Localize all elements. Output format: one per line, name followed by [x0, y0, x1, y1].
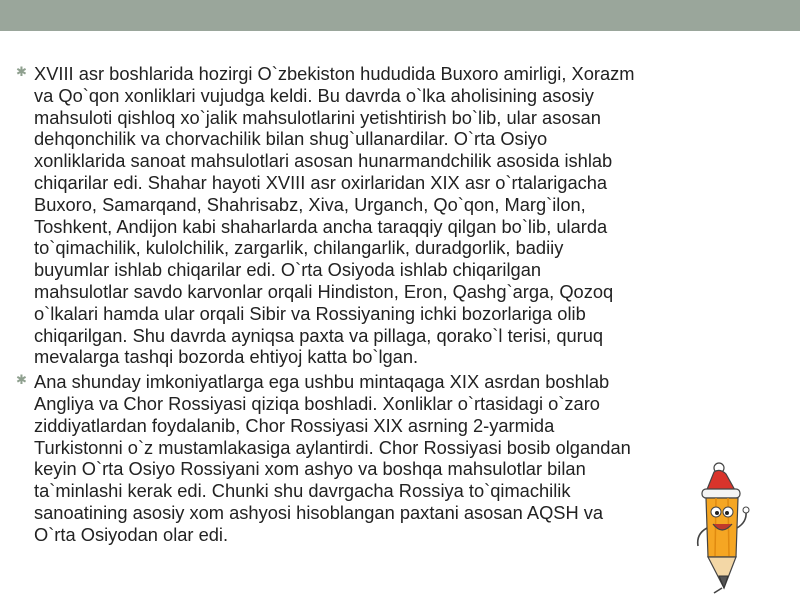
slide-header-band	[0, 0, 800, 31]
cartoon-pencil-icon	[692, 462, 752, 597]
bullet-item	[16, 63, 706, 368]
bullet-text: XVIII asr boshlarida hozirgi O`zbekiston hududida Buxoro amirligi, Xorazm va Qo`qon xonliklari vujudga keldi. Bu davrda o`lka aholisining asosiy mahsuloti qishloq xo`jalik mahsulotlarini yetishtirish bo`lib, ular asosan dehqonchilik va chorvachilik bilan shug`ullanardilar. O`rta Osiyo xonliklarida sanoat mahsulotlari asosan hunarmandchilik asosida ishlab chiqarilar edi. Shahar hayoti XVIII asr oxirlaridan XIX asr o`rtalarigacha Buxoro, Samarqand, Shahrisabz, Xiva, Urganch, Qo`qon, Marg`ilon, Toshkent, Andijon kabi shaharlarda ancha taraqqiy qilgan bo`lib, ularda to`qimachilik, kulolchilik, zargarlik, chilangarlik, duradgorlik, badiiy buyumlar ishlab chiqarilar edi. O`rta Osiyoda ishlab chiqarilgan mahsulotlar savdo karvonlar orqali Hindiston, Eron, Qashg`arga, Qozoq o`lkalari hamda ular orqali Sibir va Rossiyaning ichki bozorlariga olib chiqarilgan. Shu davrda ayniqsa paxta va pillaga, qorako`l terisi, quruq mevalarga tashqi bozorda ehtiyoj katta bo`lgan.	[34, 63, 635, 368]
slide-content	[16, 63, 706, 549]
bullet-item	[16, 371, 706, 545]
asterisk-bullet-icon: ✱	[16, 64, 27, 79]
bullet-text: Ana shunday imkoniyatlarga ega ushbu mintaqaga XIX asrdan boshlab Angliya va Chor Rossiyasi qiziqa boshladi. Xonliklar o`rtasidagi o`zaro ziddiyatlardan foydalanib, Chor Rossiyasi XIX asrning 2-yarmida Turkistonni o`z mustamlakasiga aylantirdi. Chor Rossiyasi bosib olgandan keyin O`rta Osiyo Rossiyani xom ashyo va boshqa mahsulotlar bilan ta`minlashi kerak edi. Chunki shu davrgacha Rossiya to`qimachilik sanoatining asosiy xom ashyosi hisoblangan paxtani asosan AQSH va O`rta Osiyodan olar edi.	[34, 371, 631, 545]
asterisk-bullet-icon: ✱	[16, 372, 27, 388]
